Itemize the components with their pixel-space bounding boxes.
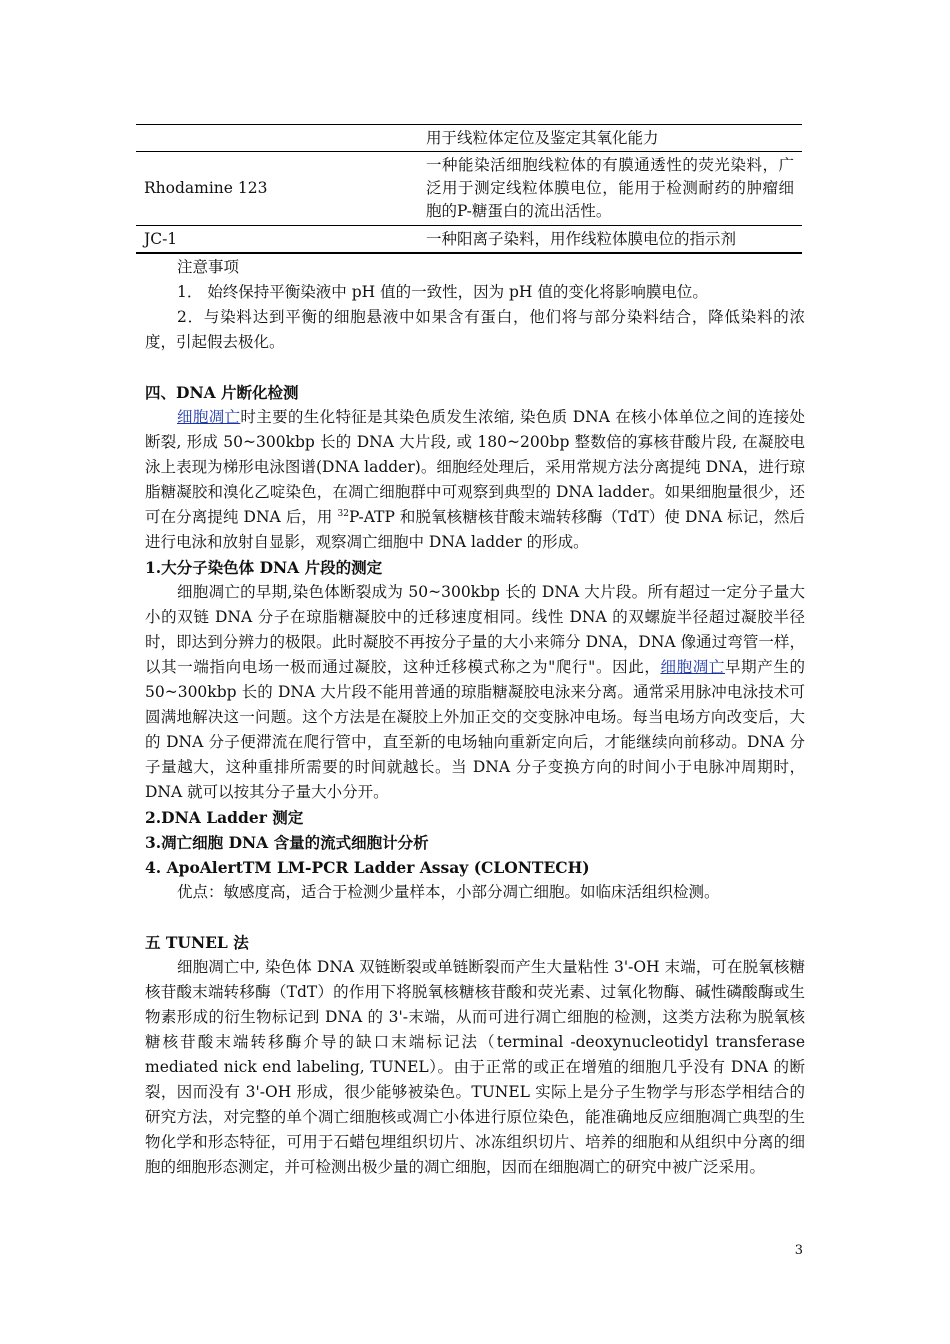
subsection-1-heading: 1.大分子染色体 DNA 片段的测定 (145, 558, 383, 577)
notes-title: 注意事项 (177, 258, 240, 276)
section-4-heading: 四、DNA 片断化检测 (145, 383, 299, 402)
paragraph-text: P-ATP 和脱氧核糖核苷酸末端转移酶（TdT）使 DNA 标记，然后进行电泳和放射自显影，观察凋亡细胞中 DNA ladder 的形成。 (145, 508, 806, 551)
document-body (145, 255, 805, 1180)
table-row (136, 152, 802, 226)
page-number: 3 (794, 1243, 803, 1258)
table-cell-name: Rhodamine 123 (136, 152, 418, 226)
table-row (136, 226, 802, 254)
subsection-3-heading: 3.凋亡细胞 DNA 含量的流式细胞计分析 (145, 833, 429, 852)
table-cell-name: JC-1 (136, 226, 418, 254)
subsection-4-paragraph: 优点：敏感度高，适合于检测少量样本，小部分凋亡细胞。如临床活组织检测。 (177, 883, 720, 901)
note-item-2: 2．与染料达到平衡的细胞悬液中如果含有蛋白，他们将与部分染料结合，降低染料的浓度，引起假去极化。 (145, 308, 805, 351)
table-cell-desc: 一种阳离子染料，用作线粒体膜电位的指示剂 (418, 226, 802, 254)
note-item-1: 1． 始终保持平衡染液中 pH 值的一致性，因为 pH 值的变化将影响膜电位。 (177, 283, 708, 301)
paragraph-text: 早期产生的 50~300kbp 长的 DNA 大片段不能用普通的琼脂糖凝胶电泳来分离。通常采用脉冲电泳技术可圆满地解决这一问题。这个方法是在凝胶上外加正交的交变脉冲电场。每当电场方向改变后，大的 DNA 分子便滞流在爬行管中，直至新的电场轴向重新定向后，才能继续向前移动。DNA 分子量越大，这种重排所需要的时间就越长。当 DNA 分子变换方向的时间小于电脉冲周期时，DNA 就可以按其分子量大小分开。 (145, 658, 805, 801)
section-4-paragraph (145, 405, 805, 555)
dye-table (136, 124, 802, 254)
table-cell-desc: 一种能染活细胞线粒体的有膜通透性的荧光染料，广泛用于测定线粒体膜电位，能用于检测耐药的肿瘤细胞的P-糖蛋白的流出活性。 (418, 152, 802, 226)
spacer (145, 355, 805, 380)
subsection-4-heading: 4. ApoAlertTM LM-PCR Ladder Assay (CLONTECH) (145, 858, 590, 877)
section-5-heading: 五 TUNEL 法 (145, 933, 249, 952)
paragraph-text: 时主要的生化特征是其染色质发生浓缩, 染色质 DNA 在核小体单位之间的连接处断裂, 形成 50~300kbp 长的 DNA 大片段, 或 180~200bp 整数倍的寡核苷酸片段, 在凝胶电泳上表现为梯形电泳图谱(DNA ladder)。细胞经处理后，采用常规方法分离提纯 DNA，进行琼脂糖凝胶和溴化乙啶染色，在凋亡细胞群中可观察到典型的 DNA ladder。如果细胞量很少，还可在分离提纯 DNA 后，用 (145, 408, 805, 526)
table-cell-name (136, 125, 418, 152)
superscript: 32 (337, 508, 349, 519)
paragraph-text: 细胞凋亡的早期,染色体断裂成为 50~300kbp 长的 DNA 大片段。所有超过一定分子量大小的双链 DNA 分子在琼脂糖凝胶中的迁移速度相同。线性 DNA 的双螺旋半径超过凝胶半径时，即达到分辨力的极限。此时凝胶不再按分子量的大小来筛分 DNA，DNA 像通过弯管一样，以其一端指向电场一极而通过凝胶，这种迁移模式称之为"爬行"。因此， (145, 583, 805, 676)
subsection-2-heading: 2.DNA Ladder 测定 (145, 808, 304, 827)
section-5-paragraph: 细胞凋亡中, 染色体 DNA 双链断裂或单链断裂而产生大量粘性 3'-OH 末端，可在脱氧核糖核苷酸末端转移酶（TdT）的作用下将脱氧核糖核苷酸和荧光素、过氧化物酶、碱性磷酸酶或生物素形成的衍生物标记到 DNA 的 3'-末端，从而可进行凋亡细胞的检测，这类方法称为脱氧核糖核苷酸末端转移酶介导的缺口末端标记法（terminal -deoxynucleotidyl transferase mediated nick end labeling, TUNEL）。由于正常的或正在增殖的细胞几乎没有 DNA 的断裂，因而没有 3'-OH 形成，很少能够被染色。TUNEL 实际上是分子生物学与形态学相结合的研究方法，对完整的单个凋亡细胞核或凋亡小体进行原位染色，能准确地反应细胞凋亡典型的生物化学和形态特征，可用于石蜡包埋组织切片、冰冻组织切片、培养的细胞和从组织中分离的细胞的细胞形态测定，并可检测出极少量的凋亡细胞，因而在细胞凋亡的研究中被广泛采用。 (145, 958, 805, 1176)
apoptosis-link[interactable]: 细胞凋亡 (660, 658, 725, 676)
table-cell-desc: 用于线粒体定位及鉴定其氧化能力 (418, 125, 802, 152)
spacer (145, 905, 805, 930)
subsection-1-paragraph (145, 580, 805, 805)
apoptosis-link[interactable]: 细胞凋亡 (177, 408, 241, 426)
table-row (136, 125, 802, 152)
